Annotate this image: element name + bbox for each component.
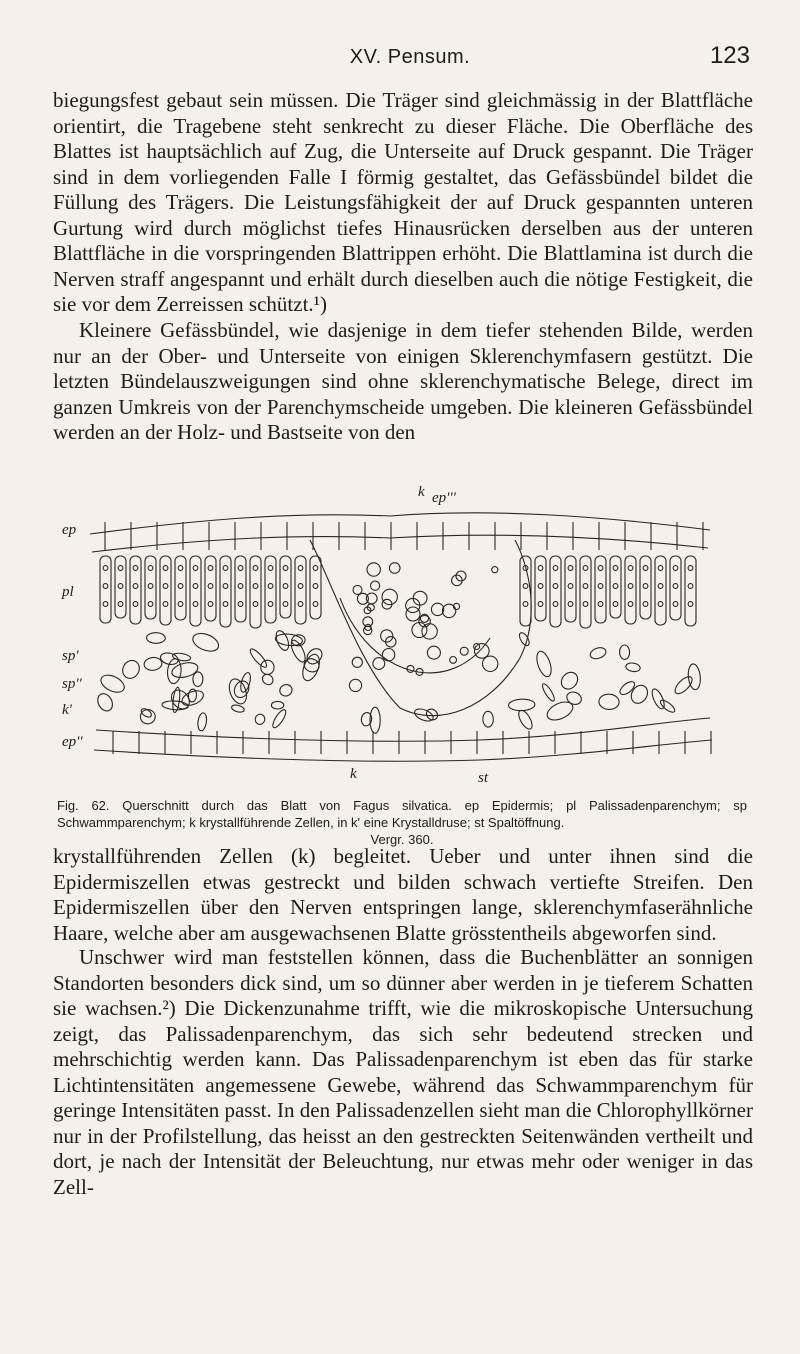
lower-epidermis [96, 718, 710, 741]
palisade-layer [100, 556, 696, 628]
epidermal-cells [105, 522, 711, 754]
leaf-cross-section-drawing [60, 478, 750, 792]
tissue-illustration [90, 513, 712, 761]
lower-epidermis-outer [94, 740, 712, 761]
page-header [70, 42, 750, 72]
page-number: 123 [709, 42, 750, 69]
label-sp1: sp' [62, 648, 79, 664]
running-title: XV. Pensum. [349, 46, 471, 68]
label-top-k: k [418, 484, 425, 500]
label-pl: pl [62, 584, 74, 600]
label-ep: ep [62, 522, 77, 538]
paragraph-1: biegungsfest gebaut sein müssen. Die Träger sind gleichmässig in der Blattfläche orientirt, die Tragebene steht senkrecht zu dieser Fläche. Die Oberfläche des Blattes ist hauptsächlich auf Zug, die Unterseite auf Druck gespannt. Die Träger sind in dem vorliegenden Falle I förmig gestaltet, das Gefässbündel bildet die Füllung des Trägers. Die Leistungsfähigkeit der auf Druck gespannten unteren Gurtung wird durch möglichst tiefes Hinausrücken derselben aus der unteren Blattfläche in die vorspringenden Blattrippen erhöht. Die Blattlamina ist durch die Nerven straff angespannt und erhält durch dieselben auch die nötige Festigkeit, die sie vor dem Zerreissen schützt.¹) [53, 88, 753, 316]
vein-sheath [310, 540, 531, 716]
label-k-prime: k' [62, 702, 72, 718]
label-sp2: sp'' [62, 676, 82, 692]
figure-caption [57, 797, 747, 848]
label-ep2: ep'' [62, 734, 83, 750]
figure-caption-text: Fig. 62. Querschnitt durch das Blatt von Fagus silvatica. ep Epidermis; pl Palissadenparenchym; sp Schwammparenchym; k krystallführende Zellen, in k' eine Krystalldruse; st Spaltöffnung. [57, 798, 747, 830]
label-bottom-st: st [478, 770, 489, 786]
figure-magnification: Vergr. 360. [370, 832, 434, 847]
upper-epidermis-inner [92, 535, 708, 552]
paragraph-2: Kleinere Gefässbündel, wie dasjenige in dem tiefer stehenden Bilde, werden nur an der Ober- und Unterseite von einigen Sklerenchymfasern gestützt. Die letzten Bündelauszweigungen sind ohne sklerenchymatische Belege, direct im ganzen Umkreis von der Parenchymscheide umgeben. Die kleineren Gefässbündel werden an der Holz- und Bastseite von den [53, 318, 753, 444]
paragraph-4: Unschwer wird man feststellen können, dass die Buchenblätter an sonnigen Standorten besonders dick sind, um so dünner aber werden in je tieferem Schatten sie wachsen.²) Die Dickenzunahme trifft, wie die mikroskopische Untersuchung zeigt, das Palissadenparenchym, das sich sehr bedeutend strecken und mehrschichtig werden kann. Das Palissadenparenchym ist eben das für starke Lichtintensitäten angemessene Gewebe, während das Schwammparenchym für geringe Intensitäten passt. In den Palissadenzellen sieht man die Chlorophyllkörner nur in der Profilstellung, das heisst an den gestreckten Seitenwänden vertheilt und dort, je nach der Intensität der Beleuchtung, nur etwas mehr oder weniger in das Zell- [53, 945, 753, 1199]
paragraph-3: krystallführenden Zellen (k) begleitet. Ueber und unter ihnen sind die Epidermiszellen etwas gestreckt und bilden schwach vertiefte Streifen. Den Epidermiszellen über den Nerven entspringen lange, sklerenchymfaserähnliche Haare, welche aber am ausgewachsenen Blatte grösstentheils abgeworfen sind. [53, 844, 753, 945]
label-bottom-k: k [350, 766, 357, 782]
leaf-cross-section-figure [60, 478, 750, 792]
label-top-ep: ep''' [432, 490, 456, 506]
